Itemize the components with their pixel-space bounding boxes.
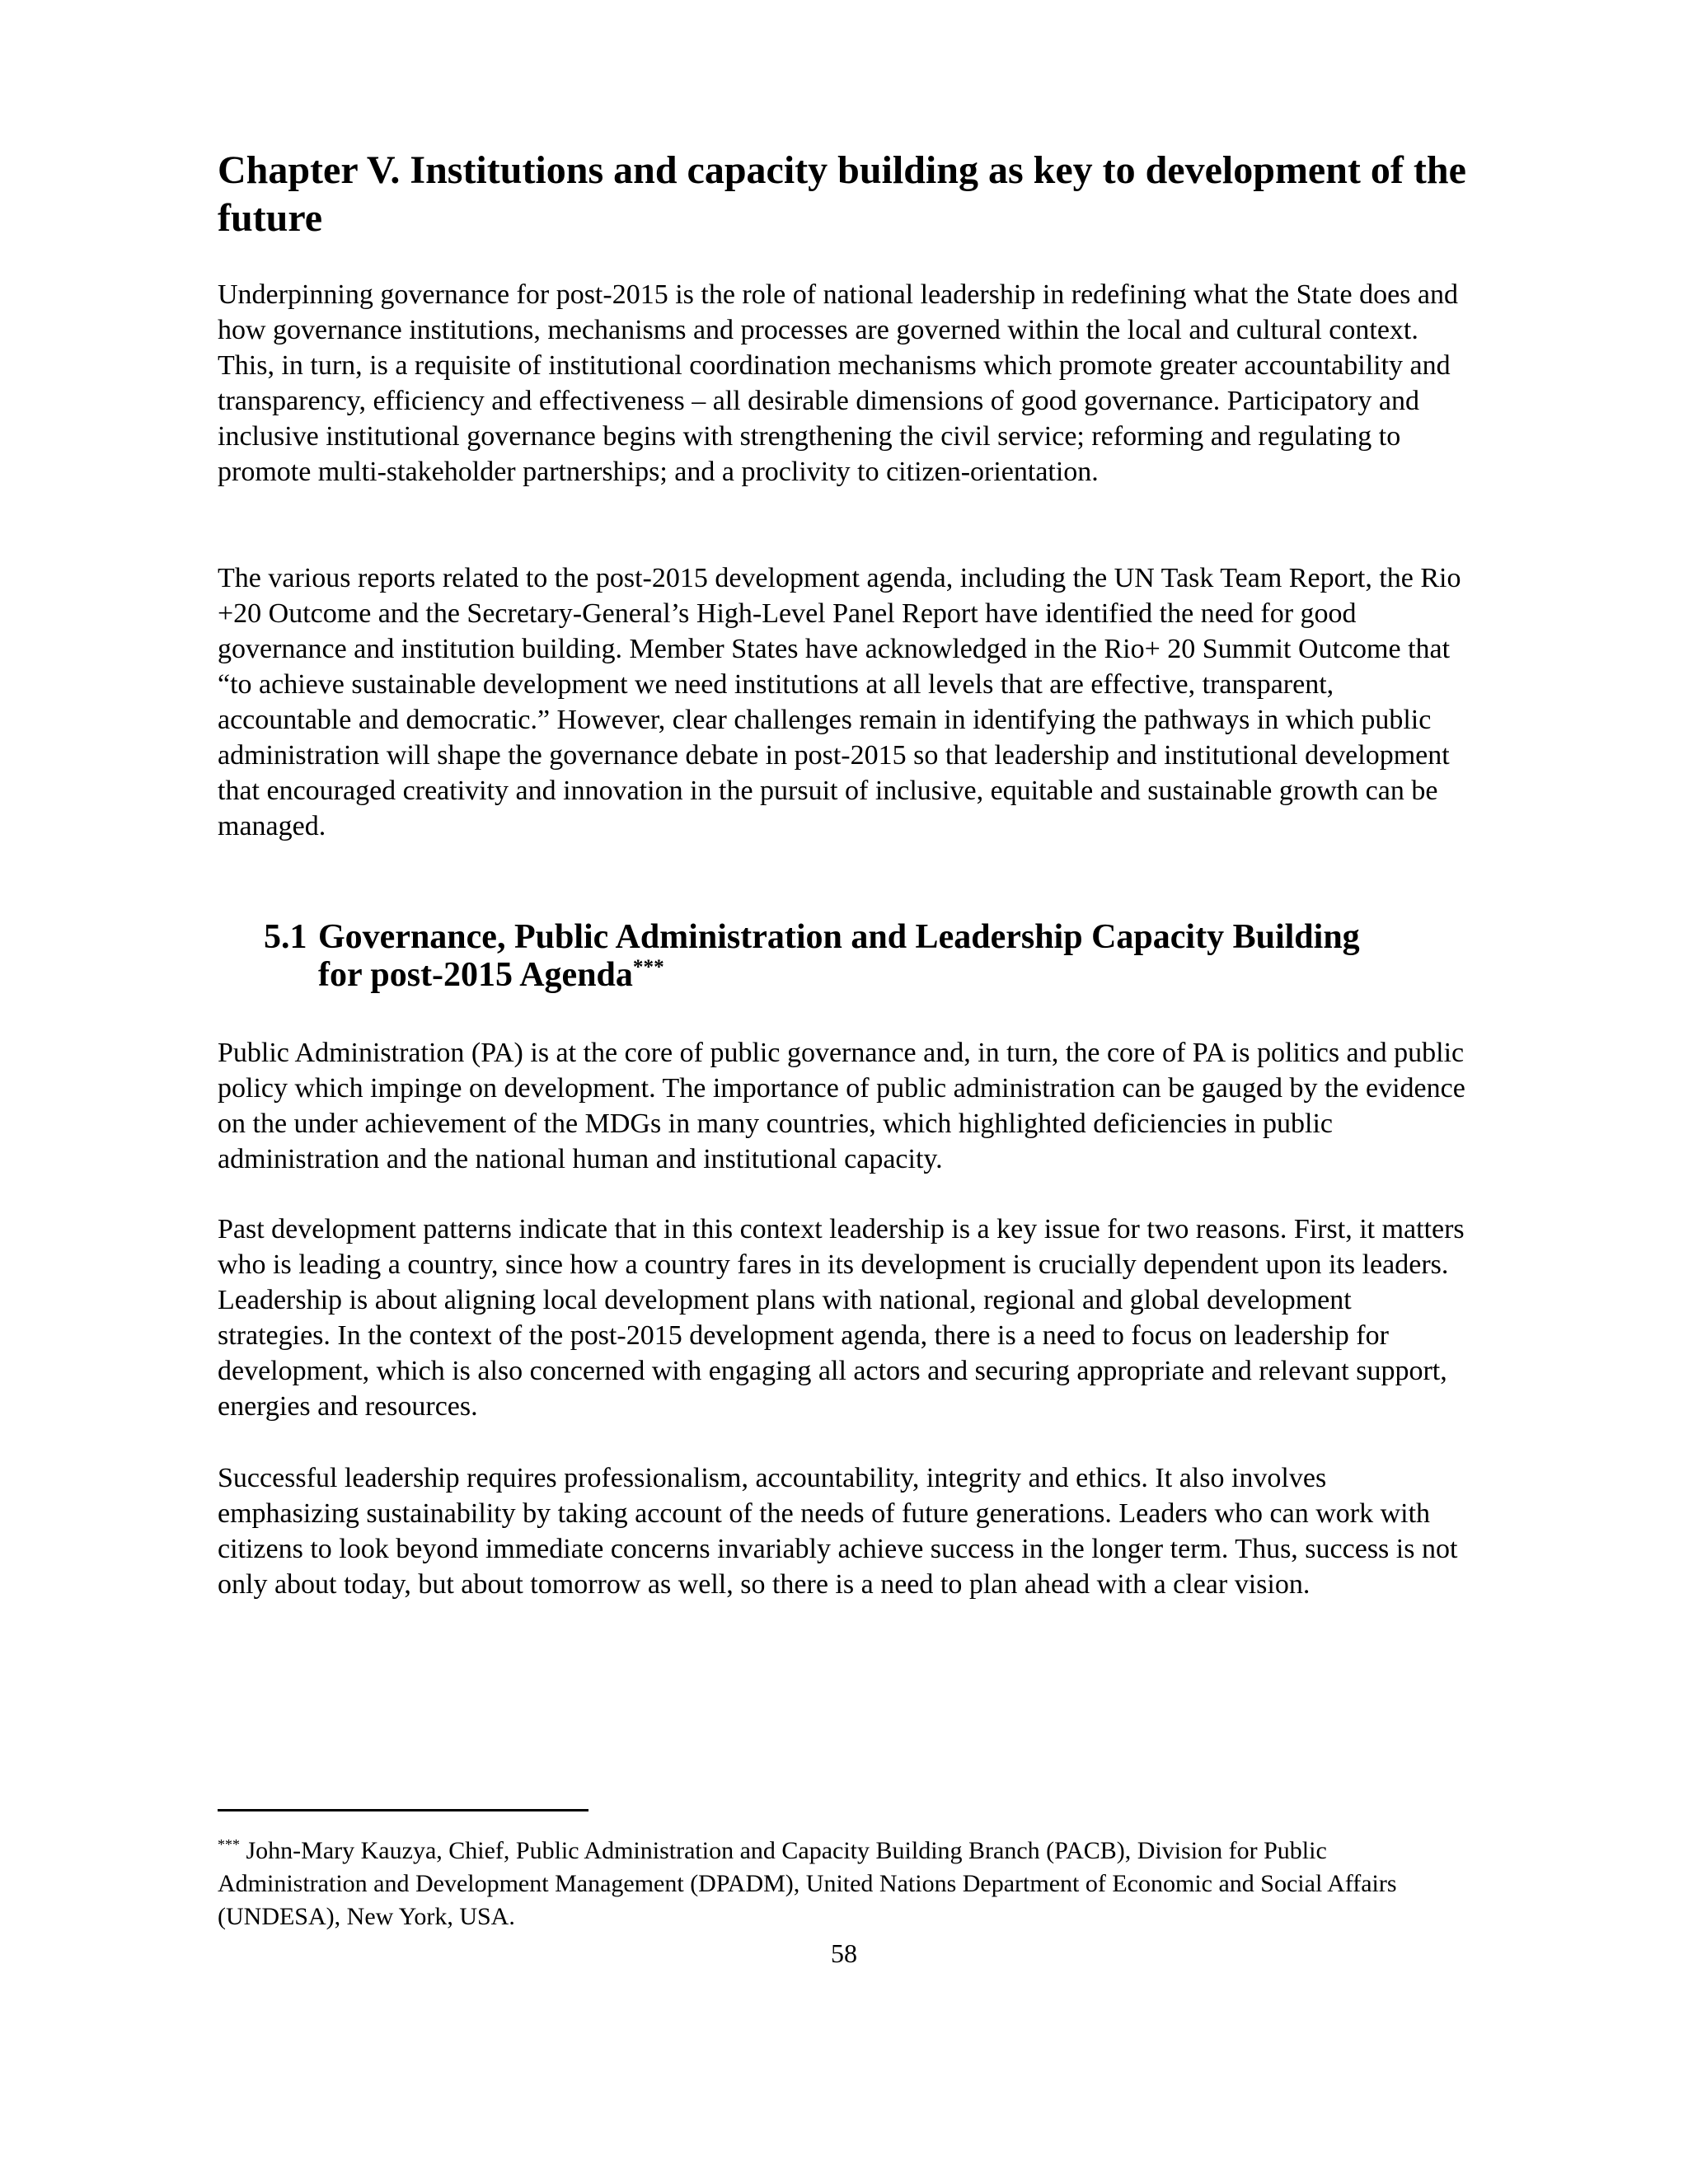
section-number: 5.1: [264, 918, 307, 956]
body-paragraph: Underpinning governance for post-2015 is the role of national leadership in redefining what the State does and how governance institutions, mechanisms and processes are governed within the local and cultural context. This, in turn, is a requisite of institutional coordination mechanisms which promote greater accountability and transparency, efficiency and effectiveness – all desirable dimensions of good governance. Participatory and inclusive institutional governance begins with strengthening the civil service; reforming and regulating to promote multi-stakeholder partnerships; and a proclivity to citizen-orientation.: [218, 279, 1459, 487]
section-heading: [264, 918, 1467, 994]
body-paragraph: The various reports related to the post-2015 development agenda, including the UN Task Team Report, the Rio +20 Outcome and the Secretary-General’s High-Level Panel Report have identified the need for good governance and institution building. Member States have acknowledged in the Rio+ 20 Summit Outcome that “to achieve sustainable development we need institutions at all levels that are effective, transparent, accountable and democratic.” However, clear challenges remain in identifying the pathways in which public administration will shape the governance debate in post-2015 so that leadership and institutional development that encouraged creativity and innovation in the pursuit of inclusive, equitable and sustainable growth can be managed.: [218, 563, 1461, 841]
footnote-divider: [218, 1809, 588, 1811]
body-paragraph: Successful leadership requires professionalism, accountability, integrity and ethics. It also involves emphasizing sustainability by taking account of the needs of future generations. Leaders who can work with citizens to look beyond immediate concerns invariably achieve success in the longer term. Thus, success is not only about today, but about tomorrow as well, so there is a need to plan ahead with a clear vision.: [218, 1463, 1458, 1600]
footnote-reference[interactable]: ***: [632, 956, 664, 978]
section-title-line2: for post-2015 Agenda: [318, 956, 633, 994]
chapter-title: Chapter V. Institutions and capacity building as key to development of the future: [218, 148, 1466, 240]
footnote: [218, 1835, 1462, 1933]
footnote-text: John-Mary Kauzya, Chief, Public Administration and Capacity Building Branch (PACB), Division for Public Administration and Development Management (DPADM), United Nations Department of Economic and Social Affairs (UNDESA), New York, USA.: [218, 1837, 1397, 1930]
footnote-marker: ***: [218, 1836, 240, 1853]
body-paragraph: Public Administration (PA) is at the core of public governance and, in turn, the core of PA is politics and public policy which impinge on development. The importance of public administration can be gauged by the evidence on the under achievement of the MDGs in many countries, which highlighted deficiencies in public administration and the national human and institutional capacity.: [218, 1038, 1465, 1174]
page-number: 58: [831, 1938, 857, 1968]
section-title-line1: Governance, Public Administration and Leadership Capacity Building: [318, 918, 1360, 956]
body-paragraph: Past development patterns indicate that in this context leadership is a key issue for two reasons. First, it matters who is leading a country, since how a country fares in its development is crucially dependent upon its leaders. Leadership is about aligning local development plans with national, regional and global development strategies. In the context of the post-2015 development agenda, there is a need to focus on leadership for development, which is also concerned with engaging all actors and securing appropriate and relevant support, energies and resources.: [218, 1214, 1465, 1422]
